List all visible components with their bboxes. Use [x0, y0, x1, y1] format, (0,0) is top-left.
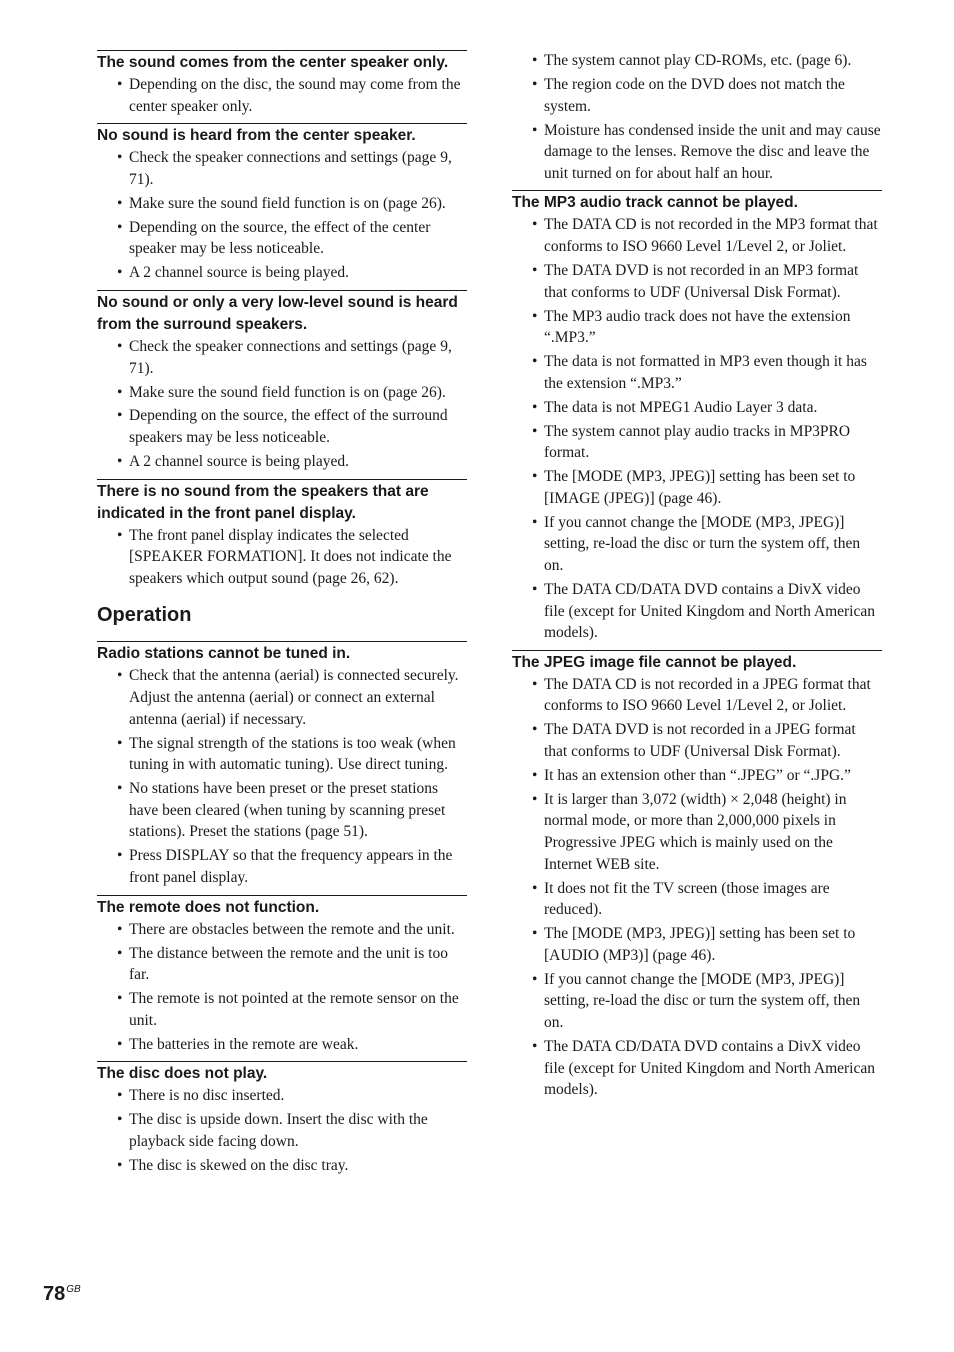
- list-item: • Check the speaker connections and settings (page 9, 71).: [97, 336, 467, 379]
- list-item: • The system cannot play CD-ROMs, etc. (page 6).: [512, 50, 882, 72]
- list-item: • The DATA CD is not recorded in a JPEG format that conforms to ISO 9660 Level 1/Level 2, or Joliet.: [512, 674, 882, 717]
- topic-heading: The disc does not play.: [97, 1061, 467, 1085]
- list-item: • The data is not formatted in MP3 even though it has the extension “.MP3.”: [512, 351, 882, 394]
- right-column: [512, 50, 882, 1107]
- list-item: • The DATA CD/DATA DVD contains a DivX video file (except for United Kingdom and North American models).: [512, 579, 882, 644]
- list-item: • The DATA CD is not recorded in the MP3 format that conforms to ISO 9660 Level 1/Level 2, or Joliet.: [512, 214, 882, 257]
- page-region: GB: [66, 1284, 81, 1295]
- topic-heading: The remote does not function.: [97, 895, 467, 919]
- list-item: • Make sure the sound field function is on (page 26).: [97, 382, 467, 404]
- topic-list: [97, 74, 467, 117]
- list-item: • The DATA DVD is not recorded in an MP3 format that conforms to UDF (Universal Disk Format).: [512, 260, 882, 303]
- page-number-value: 78: [43, 1283, 66, 1305]
- list-item: • A 2 channel source is being played.: [97, 262, 467, 284]
- topic-list: [97, 336, 467, 473]
- list-item: • The disc is upside down. Insert the disc with the playback side facing down.: [97, 1109, 467, 1152]
- topic-list: [97, 1085, 467, 1176]
- list-item: • The distance between the remote and the unit is too far.: [97, 943, 467, 986]
- list-item: • The system cannot play audio tracks in MP3PRO format.: [512, 421, 882, 464]
- list-item: • Depending on the source, the effect of the center speaker may be less noticeable.: [97, 217, 467, 260]
- list-item: • Depending on the source, the effect of the surround speakers may be less noticeable.: [97, 405, 467, 448]
- list-item: • The disc is skewed on the disc tray.: [97, 1155, 467, 1177]
- list-item: • It does not fit the TV screen (those images are reduced).: [512, 878, 882, 921]
- list-item: • Moisture has condensed inside the unit and may cause damage to the lenses. Remove the disc and leave the unit turned on for about half an hour.: [512, 120, 882, 185]
- topic-list: [512, 214, 882, 643]
- right-groups: [512, 190, 882, 1100]
- list-item: • Press DISPLAY so that the frequency appears in the front panel display.: [97, 845, 467, 888]
- list-item: • Depending on the disc, the sound may come from the center speaker only.: [97, 74, 467, 117]
- list-item: • The front panel display indicates the selected [SPEAKER FORMATION]. It does not indicate the speakers which output sound (page 26, 62).: [97, 525, 467, 590]
- topic-heading: No sound or only a very low-level sound is heard from the surround speakers.: [97, 290, 467, 336]
- topic-list: [97, 665, 467, 888]
- section-title-operation: Operation: [97, 604, 192, 627]
- list-item: • The DATA CD/DATA DVD contains a DivX video file (except for United Kingdom and North American models).: [512, 1036, 882, 1101]
- list-item: • No stations have been preset or the preset stations have been cleared (when tuning by scanning preset stations). Preset the stations (page 51).: [97, 778, 467, 843]
- intro-list: [512, 50, 882, 184]
- topic-heading: There is no sound from the speakers that are indicated in the front panel display.: [97, 479, 467, 525]
- page-number: [43, 1283, 81, 1306]
- list-item: • It is larger than 3,072 (width) × 2,048 (height) in normal mode, or more than 2,000,000 pixels in Progressive JPEG which is mainly used on the Internet WEB site.: [512, 789, 882, 875]
- list-item: • It has an extension other than “.JPEG” or “.JPG.”: [512, 765, 882, 787]
- list-item: • The region code on the DVD does not match the system.: [512, 74, 882, 117]
- topic-heading: Radio stations cannot be tuned in.: [97, 641, 467, 665]
- topic-list: [97, 919, 467, 1056]
- topic-list: [512, 674, 882, 1101]
- topic-list: [97, 525, 467, 590]
- list-item: • The batteries in the remote are weak.: [97, 1034, 467, 1056]
- list-item: • The signal strength of the stations is too weak (when tuning in with automatic tuning). Use direct tuning.: [97, 733, 467, 776]
- topic-heading: The MP3 audio track cannot be played.: [512, 190, 882, 214]
- left-groups-operation: [97, 641, 467, 1176]
- list-item: • The remote is not pointed at the remote sensor on the unit.: [97, 988, 467, 1031]
- list-item: • Check the speaker connections and settings (page 9, 71).: [97, 147, 467, 190]
- left-groups-sound: [97, 50, 467, 589]
- list-item: • If you cannot change the [MODE (MP3, JPEG)] setting, re-load the disc or turn the system off, then on.: [512, 969, 882, 1034]
- topic-heading: The sound comes from the center speaker only.: [97, 50, 467, 74]
- list-item: • The [MODE (MP3, JPEG)] setting has been set to [IMAGE (JPEG)] (page 46).: [512, 466, 882, 509]
- list-item: • If you cannot change the [MODE (MP3, JPEG)] setting, re-load the disc or turn the system off, then on.: [512, 512, 882, 577]
- topic-list: [97, 147, 467, 284]
- left-column: [97, 50, 467, 1182]
- list-item: • Check that the antenna (aerial) is connected securely. Adjust the antenna (aerial) or connect an external antenna (aerial) if necessary.: [97, 665, 467, 730]
- list-item: • The [MODE (MP3, JPEG)] setting has been set to [AUDIO (MP3)] (page 46).: [512, 923, 882, 966]
- list-item: • Make sure the sound field function is on (page 26).: [97, 193, 467, 215]
- list-item: • The data is not MPEG1 Audio Layer 3 data.: [512, 397, 882, 419]
- list-item: • There is no disc inserted.: [97, 1085, 467, 1107]
- list-item: • A 2 channel source is being played.: [97, 451, 467, 473]
- list-item: • The MP3 audio track does not have the extension “.MP3.”: [512, 306, 882, 349]
- list-item: • The DATA DVD is not recorded in a JPEG format that conforms to UDF (Universal Disk Format).: [512, 719, 882, 762]
- topic-heading: The JPEG image file cannot be played.: [512, 650, 882, 674]
- topic-heading: No sound is heard from the center speaker.: [97, 123, 467, 147]
- list-item: • There are obstacles between the remote and the unit.: [97, 919, 467, 941]
